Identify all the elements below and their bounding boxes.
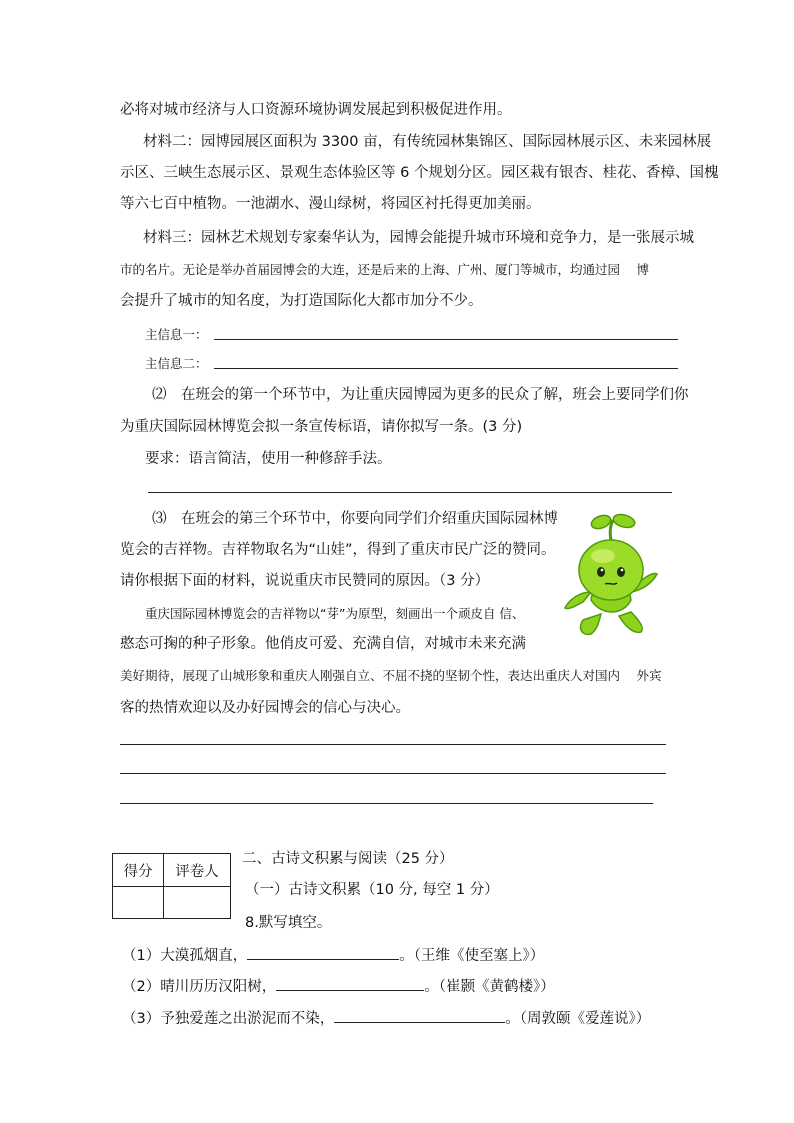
slogan-answer-line[interactable] bbox=[148, 492, 672, 493]
sprout-mascot-icon bbox=[561, 512, 662, 643]
material-three-line: 会提升了城市的知名度，为打造国际化大都市加分不少。 bbox=[120, 293, 483, 309]
question-eight-title: 8.默写填空。 bbox=[245, 915, 332, 931]
material-two-line: 示区、三峡生态展示区、景观生态体验区等 6 个规划分区。园区栽有银杏、桂花、香樟、国槐 bbox=[120, 165, 719, 181]
poem-source: 。（周敦颐《爱莲说》） bbox=[505, 1011, 651, 1027]
info-one-answer-line[interactable] bbox=[214, 339, 678, 340]
mascot-material-line: 美好期待，展现了山城形象和重庆人刚强自立、不屈不挠的坚韧个性，表达出重庆人对国内 外宾 bbox=[120, 668, 662, 683]
section-two-subtitle: （一）古诗文积累（10 分, 每空 1 分） bbox=[245, 882, 499, 898]
poem-source: 。（崔颢《黄鹤楼》） bbox=[424, 979, 555, 995]
material-two-line: 材料二：园博园展区面积为 3300 亩，有传统园林集锦区、国际园林展示区、未来园林展 bbox=[143, 134, 712, 150]
info-two-label: 主信息二： bbox=[145, 356, 208, 371]
poem-source: 。（王维《使至塞上》） bbox=[399, 948, 545, 964]
grader-header: 评卷人 bbox=[164, 854, 231, 887]
question-three-line: 请你根据下面的材料，说说重庆市民赞同的原因。（3 分） bbox=[120, 573, 490, 589]
paragraph-line: 必将对城市经济与人口资源环境协调发展起到积极促进作用。 bbox=[120, 102, 512, 118]
info-two-answer-line[interactable] bbox=[214, 368, 678, 369]
question-two-requirement: 要求：语言简洁，使用一种修辞手法。 bbox=[145, 451, 392, 467]
score-header: 得分 bbox=[113, 854, 164, 887]
reason-answer-line[interactable] bbox=[120, 803, 653, 804]
material-two-line: 等六七百中植物。一池湖水、漫山绿树，将园区衬托得更加美丽。 bbox=[120, 196, 541, 212]
poem-fill-item-3 bbox=[122, 1008, 650, 1029]
poem-blank[interactable] bbox=[247, 945, 399, 960]
poem-prompt: （1）大漠孤烟直， bbox=[122, 948, 248, 964]
score-cell[interactable] bbox=[113, 887, 164, 919]
poem-blank[interactable] bbox=[334, 1008, 505, 1023]
material-three-line: 市的名片。无论是举办首届园博会的大连，还是后来的上海、广州、厦门等城市，均通过园 博 bbox=[120, 262, 649, 277]
mascot-material-line: 憨态可掬的种子形象。他俏皮可爱、充满自信，对城市未来充满 bbox=[120, 636, 526, 652]
reason-answer-line[interactable] bbox=[120, 744, 666, 745]
question-three-line: 览会的吉祥物。吉祥物取名为“山娃”，得到了重庆市民广泛的赞同。 bbox=[120, 542, 556, 558]
question-two-line: 为重庆国际园林博览会拟一条宣传标语，请你拟写一条。(3 分) bbox=[120, 419, 523, 435]
reason-answer-line[interactable] bbox=[120, 773, 666, 774]
mascot-material-line: 重庆国际园林博览会的吉祥物以“芽”为原型，刻画出一个顽皮自 信、 bbox=[145, 606, 525, 621]
mascot-material-line: 客的热情欢迎以及办好园博会的信心与决心。 bbox=[120, 700, 410, 716]
score-table bbox=[112, 853, 231, 919]
question-two-line: ⑵ 在班会的第一个环节中，为让重庆园博园为更多的民众了解，班会上要同学们你 bbox=[152, 387, 689, 403]
poem-prompt: （2）晴川历历汉阳树， bbox=[122, 979, 277, 995]
material-three-line: 材料三：园林艺术规划专家秦华认为，园博会能提升城市环境和竞争力，是一张展示城 bbox=[143, 230, 694, 246]
poem-blank[interactable] bbox=[276, 976, 424, 991]
poem-fill-item-1 bbox=[122, 945, 544, 966]
section-two-title: 二、古诗文积累与阅读（25 分） bbox=[242, 851, 454, 867]
grader-cell[interactable] bbox=[164, 887, 231, 919]
poem-prompt: （3）予独爱莲之出淤泥而不染， bbox=[122, 1011, 335, 1027]
info-one-label: 主信息一： bbox=[145, 327, 208, 342]
poem-fill-item-2 bbox=[122, 976, 555, 997]
question-three-line: ⑶ 在班会的第三个环节中，你要向同学们介绍重庆国际园林博 bbox=[152, 511, 558, 527]
